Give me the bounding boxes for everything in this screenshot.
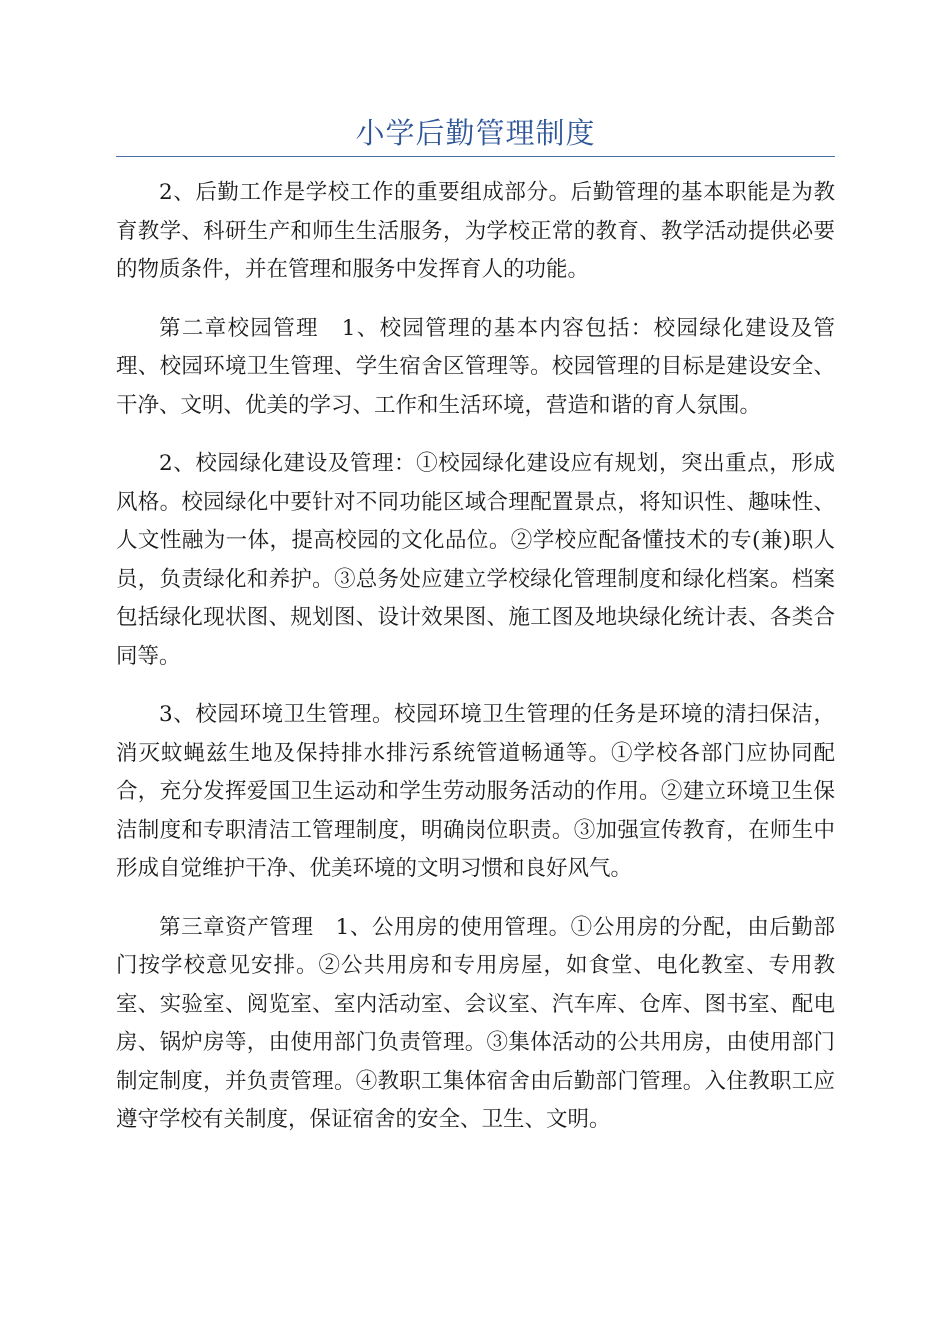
paragraph-2: 第二章校园管理 1、校园管理的基本内容包括：校园绿化建设及管理、校园环境卫生管理、学生宿舍区管理等。校园管理的目标是建设安全、干净、文明、优美的学习、工作和生活环境，营造和谐的育人氛围。 — [116, 315, 835, 418]
paragraph-5: 第三章资产管理 1、公用房的使用管理。①公用房的分配，由后勤部门按学校意见安排。②公共用房和专用房屋，如食堂、电化教室、专用教室、实验室、阅览室、室内活动室、会议室、汽车库、仓库、图书室、配电房、锅炉房等，由使用部门负责管理。③集体活动的公共用房，由使用部门制定制度，并负责管理。④教职工集体宿舍由后勤部门管理。入住教职工应遵守学校有关制度，保证宿舍的安全、卫生、文明。 — [116, 914, 835, 1132]
paragraph-1: 2、后勤工作是学校工作的重要组成部分。后勤管理的基本职能是为教育教学、科研生产和师生生活服务，为学校正常的教育、教学活动提供必要的物质条件，并在管理和服务中发挥育人的功能。 — [116, 180, 835, 282]
paragraph-3: 2、校园绿化建设及管理：①校园绿化建设应有规划，突出重点，形成风格。校园绿化中要针对不同功能区域合理配置景点，将知识性、趣味性、人文性融为一体，提高校园的文化品位。②学校应配备懂技术的专(兼)职人员，负责绿化和养护。③总务处应建立学校绿化管理制度和绿化档案。档案包括绿化现状图、规划图、设计效果图、施工图及地块绿化统计表、各类合同等。 — [116, 451, 835, 669]
document-body — [116, 174, 835, 1160]
page-title: 小学后勤管理制度 — [355, 116, 596, 150]
title-block — [116, 110, 835, 157]
paragraph-4: 3、校园环境卫生管理。校园环境卫生管理的任务是环境的清扫保洁，消灭蚊蝇兹生地及保持排水排污系统管道畅通等。①学校各部门应协同配合，充分发挥爱国卫生运动和学生劳动服务活动的作用。②建立环境卫生保洁制度和专职清洁工管理制度，明确岗位职责。③加强宣传教育，在师生中形成自觉维护干净、优美环境的文明习惯和良好风气。 — [116, 702, 835, 881]
